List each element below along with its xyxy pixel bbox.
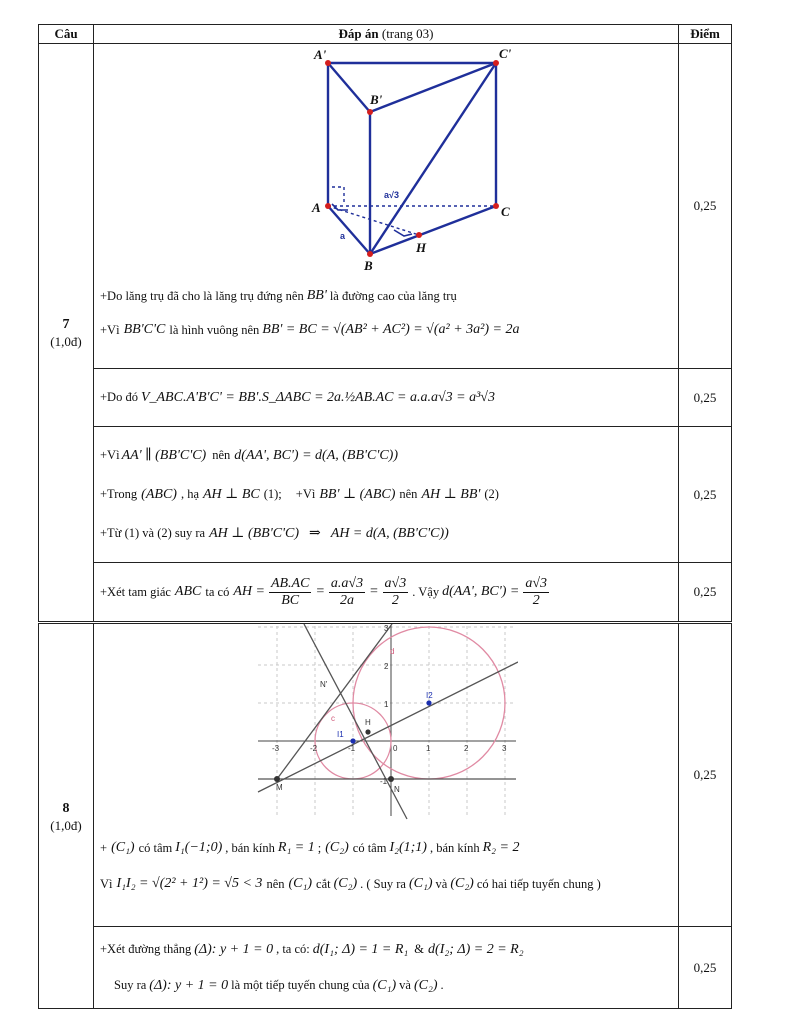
q7-answer-4 <box>94 563 679 623</box>
q7-r3-line2: +Trong (ABC) , hạ AH ⊥ BC (1); +Vì BB' ⊥ (ABC) nên AH ⊥ BB' (2) <box>100 486 499 502</box>
circles-graph <box>254 624 518 824</box>
q7-frac-4: $\frac{a√3}{2}$ <box>525 575 548 608</box>
q8-answer-2 <box>94 927 679 1009</box>
q7-label <box>39 44 94 623</box>
svg-text:1: 1 <box>384 700 389 709</box>
q7-answer-1 <box>94 44 679 369</box>
label-b-prime: B' <box>370 92 383 107</box>
q8-score-2: 0,25 <box>679 927 732 1009</box>
label-i2: I2 <box>426 691 433 700</box>
q7-score-3: 0,25 <box>679 427 732 563</box>
q7-frac-3: $\frac{a√3}{2}$ <box>384 575 407 608</box>
svg-text:-1: -1 <box>348 744 356 753</box>
label-h: H <box>365 718 371 727</box>
q8-r2-line2: Suy ra (Δ): y + 1 = 0 là một tiếp tuyến chung của (C₁) và (C₂) . <box>114 977 444 993</box>
q7-frac-2: $\frac{a.a√3}{2a}$ <box>330 575 364 608</box>
svg-text:0: 0 <box>393 744 398 753</box>
svg-text:-2: -2 <box>310 744 318 753</box>
label-c: c <box>331 714 335 723</box>
svg-text:-1: -1 <box>380 777 388 786</box>
q7-score-1: 0,25 <box>679 44 732 369</box>
prism-figure <box>256 44 516 272</box>
header-row <box>39 25 732 44</box>
q7-row-1 <box>39 44 732 369</box>
q7-r3-line3: +Từ (1) và (2) suy ra AH ⊥ (BB'C'C) ⇒ AH = d(A, (BB'C'C)) <box>100 525 449 541</box>
q8-r1-line2: Vì I₁I₂ = √(2² + 1²) = √5 < 3 nên (C₁) cắt (C₂) . ( Suy ra (C₁) và (C₂) có hai tiếp tuyến chung ) <box>100 876 601 891</box>
q7-row-2 <box>39 369 732 427</box>
q7-row-3 <box>39 427 732 563</box>
q8-label <box>39 623 94 1009</box>
label-b: B <box>364 258 373 272</box>
label-n-prime: N' <box>320 680 328 689</box>
header-answer: Đáp án (trang 03) <box>94 25 679 44</box>
answer-sheet <box>38 24 732 1009</box>
label-n: N <box>394 785 400 794</box>
q7-number: 7 <box>62 317 70 332</box>
svg-text:3: 3 <box>384 624 389 633</box>
header-question: Câu <box>39 25 94 44</box>
q7-r4-line: +Xét tam giác ABC ta có AH = $\frac{AB.AC}{BC}$ = $\frac{a.a√3}{2a}$ = $\frac{a√3}{2}$ . Vậy d(AA', BC') = $\frac{a√3}{2}$ <box>100 575 548 608</box>
label-diag: a√3 <box>384 190 399 200</box>
label-h: H <box>416 240 427 255</box>
label-a-prime: A' <box>314 47 327 62</box>
q8-r1-line1: + (C₁) có tâm I₁(−1;0) , bán kính R₁ = 1 ; (C₂) có tâm I₂(1;1) , bán kính R₂ = 2 <box>100 840 520 855</box>
header-points: Điểm <box>679 25 732 44</box>
q7-points-total: (1,0đ) <box>50 334 82 349</box>
q7-r2-line: +Do đó V_ABC.A'B'C' = BB'.S_ΔABC = 2a.½AB.AC = a.a.a√3 = a³√3 <box>100 389 495 405</box>
svg-text:-3: -3 <box>272 744 280 753</box>
q8-points-total: (1,0đ) <box>50 817 82 833</box>
q7-row-4 <box>39 563 732 623</box>
q7-frac-1: $\frac{AB.AC}{BC}$ <box>270 575 310 608</box>
q7-r3-line1: +Vì AA' ∥ (BB'C'C) nên d(AA', BC') = d(A, (BB'C'C)) <box>100 447 399 463</box>
q7-score-2: 0,25 <box>679 369 732 427</box>
q7-answer-3 <box>94 427 679 563</box>
q7-r1-line1: +Do lăng trụ đã cho là lăng trụ đứng nên BB' là đường cao của lăng trụ <box>100 288 457 303</box>
svg-text:2: 2 <box>384 662 389 671</box>
q8-row-1 <box>39 623 732 927</box>
svg-text:2: 2 <box>464 744 469 753</box>
label-i1: I1 <box>337 730 344 739</box>
label-c-prime: C' <box>499 46 512 61</box>
label-c: C <box>501 204 510 219</box>
q8-r2-line1: +Xét đường thẳng (Δ): y + 1 = 0 , ta có: d(I₁; Δ) = 1 = R₁ & d(I₂; Δ) = 2 = R₂ <box>100 941 524 957</box>
q7-r1-line2: +Vì BB'C'C là hình vuông nên BB' = BC = √(AB² + AC²) = √(a² + 3a²) = 2a <box>100 322 520 337</box>
label-m: M <box>276 783 283 792</box>
svg-text:1: 1 <box>426 744 431 753</box>
q8-row-2 <box>39 927 732 1009</box>
label-side-a: a <box>340 231 346 241</box>
q7-score-4: 0,25 <box>679 563 732 623</box>
answer-table <box>38 24 732 1009</box>
label-a: A <box>312 200 321 215</box>
q7-answer-2 <box>94 369 679 427</box>
q8-score-1: 0,25 <box>679 623 732 927</box>
q8-answer-1 <box>94 623 679 927</box>
svg-text:3: 3 <box>502 744 507 753</box>
label-d: d <box>390 647 395 656</box>
q8-number: 8 <box>62 800 70 816</box>
